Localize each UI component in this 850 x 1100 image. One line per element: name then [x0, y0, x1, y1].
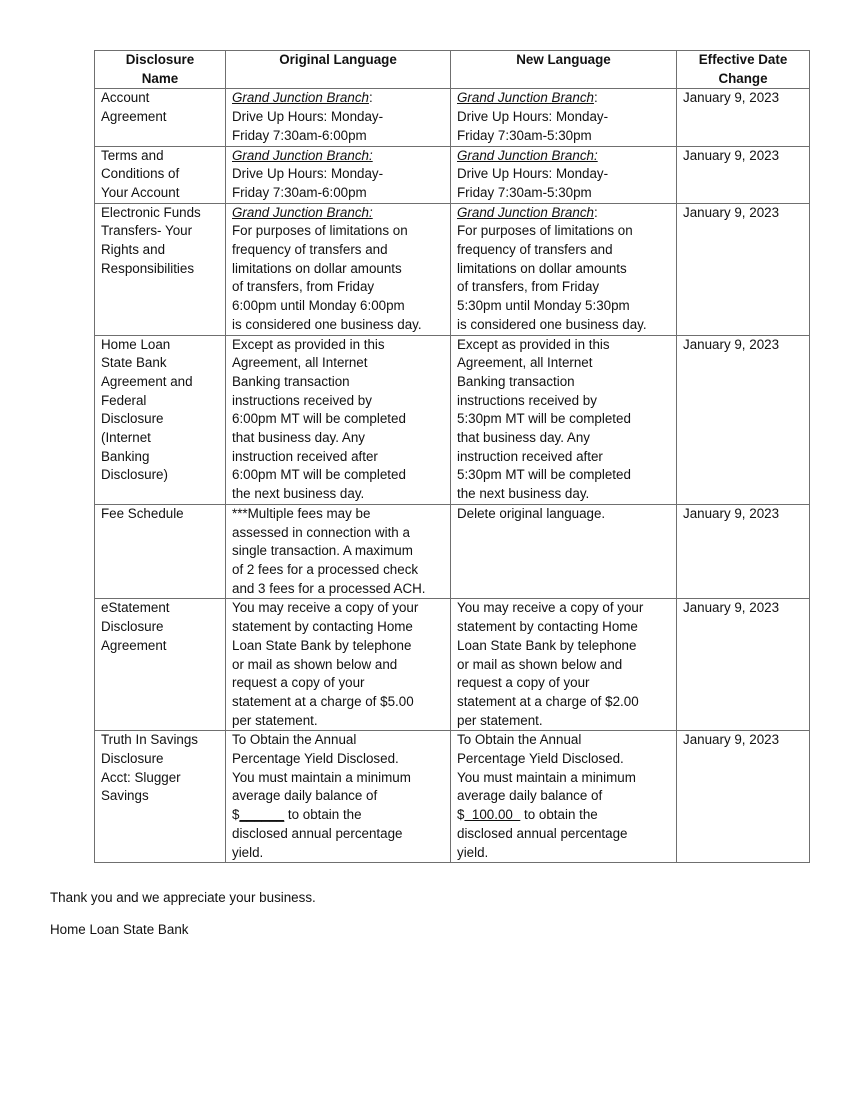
disclosure-name-line: Agreement — [101, 109, 167, 125]
table-row — [95, 146, 810, 203]
effective-date-cell: January 9, 2023 — [677, 504, 810, 599]
disclosure-name-line: Acct: Slugger — [101, 769, 181, 785]
disclosure-name-line: State Bank — [101, 355, 167, 371]
text-line: that business day. Any — [232, 430, 365, 446]
original-language-cell — [226, 203, 451, 335]
text-line: or mail as shown below and — [232, 656, 398, 672]
text-line: or mail as shown below and — [457, 656, 623, 672]
original-language-cell — [226, 89, 451, 146]
text-line: Drive Up Hours: Monday- — [457, 109, 609, 125]
balance-amount: ______ — [239, 807, 285, 823]
balance-suffix: to obtain the — [520, 807, 598, 823]
effective-date-cell: January 9, 2023 — [677, 203, 810, 335]
text-line: You must maintain a minimum — [232, 769, 411, 785]
text-line: of transfers, from Friday — [457, 279, 600, 295]
disclosure-name-line: Disclosure — [101, 751, 164, 767]
effective-date-cell: January 9, 2023 — [677, 146, 810, 203]
new-language-cell — [451, 599, 677, 731]
disclosure-name-cell — [95, 599, 226, 731]
text-line: Loan State Bank by telephone — [232, 637, 412, 653]
disclosure-name-line: Terms and — [101, 147, 164, 163]
branch-heading — [232, 89, 444, 108]
text-line: 6:00pm MT will be completed — [232, 411, 406, 427]
original-language-cell — [226, 599, 451, 731]
disclosure-name-line: Transfers- Your — [101, 223, 193, 239]
branch-heading — [232, 204, 444, 223]
text-line: request a copy of your — [457, 675, 590, 691]
text-line: Banking transaction — [232, 373, 350, 389]
text-line: the next business day. — [232, 486, 365, 502]
branch-suffix: : — [368, 90, 373, 106]
text-line: 5:30pm MT will be completed — [457, 467, 631, 483]
table-header-row — [95, 51, 810, 89]
disclosure-name-cell — [95, 504, 226, 599]
text-line: statement by contacting Home — [457, 619, 638, 635]
branch-name: Grand Junction Branch: — [457, 147, 598, 163]
branch-name: Grand Junction Branch — [457, 90, 594, 106]
disclosure-name-line: (Internet — [101, 430, 151, 446]
text-line: statement by contacting Home — [232, 619, 413, 635]
text-line: instruction received after — [457, 448, 603, 464]
disclosure-name-line: Savings — [101, 788, 149, 804]
text-line: assessed in connection with a — [232, 524, 410, 540]
new-language-cell — [451, 203, 677, 335]
disclosure-name-line: Your Account — [101, 184, 180, 200]
disclosure-name-line: Fee Schedule — [101, 505, 184, 521]
header-original-language: Original Language — [226, 51, 451, 89]
text-line: ***Multiple fees may be — [232, 505, 371, 521]
text-line: To Obtain the Annual — [457, 732, 582, 748]
text-line: instruction received after — [232, 448, 378, 464]
disclosure-name-line: Home Loan — [101, 336, 171, 352]
text-line: For purposes of limitations on — [232, 223, 408, 239]
text-line: frequency of transfers and — [232, 242, 388, 258]
branch-name: Grand Junction Branch — [457, 204, 594, 220]
text-line: Except as provided in this — [457, 336, 610, 352]
new-language-cell — [451, 89, 677, 146]
text-line: 6:00pm MT will be completed — [232, 467, 406, 483]
new-language-cell — [451, 504, 677, 599]
text-line: You may receive a copy of your — [457, 600, 644, 616]
currency-symbol: $ — [232, 807, 240, 823]
text-line: Friday 7:30am-5:30pm — [457, 184, 592, 200]
branch-name: Grand Junction Branch: — [232, 147, 373, 163]
text-line: is considered one business day. — [232, 316, 422, 332]
text-line: To Obtain the Annual — [232, 732, 357, 748]
text-line: Agreement, all Internet — [232, 355, 368, 371]
text-line: Percentage Yield Disclosed. — [232, 751, 399, 767]
text-line: 6:00pm until Monday 6:00pm — [232, 298, 405, 314]
text-line: and 3 fees for a processed ACH. — [232, 580, 426, 596]
disclosure-name-line: Disclosure) — [101, 467, 168, 483]
disclosure-name-line: eStatement — [101, 600, 170, 616]
disclosure-name-line: Agreement and — [101, 373, 193, 389]
disclosure-name-line: Rights and — [101, 242, 166, 258]
table-row — [95, 89, 810, 146]
branch-heading — [457, 204, 670, 223]
branch-name: Grand Junction Branch — [232, 90, 369, 106]
text-line: Delete original language. — [457, 505, 606, 521]
closing-signature: Home Loan State Bank — [50, 922, 189, 937]
balance-line — [457, 806, 670, 825]
text-line: Drive Up Hours: Monday- — [232, 109, 384, 125]
branch-suffix: : — [593, 204, 598, 220]
header-disclosure-name: Disclosure Name — [95, 51, 226, 89]
text-line: yield. — [457, 844, 489, 860]
effective-date-cell: January 9, 2023 — [677, 599, 810, 731]
disclosure-name-cell — [95, 335, 226, 504]
disclosure-changes-table — [94, 50, 810, 863]
original-language-cell — [226, 731, 451, 863]
currency-symbol: $ — [457, 807, 465, 823]
header-new-language: New Language — [451, 51, 677, 89]
balance-suffix: to obtain the — [284, 807, 362, 823]
disclosure-name-line: Banking — [101, 448, 150, 464]
disclosure-name-cell — [95, 203, 226, 335]
branch-suffix: : — [593, 90, 598, 106]
new-language-cell — [451, 731, 677, 863]
table-row — [95, 599, 810, 731]
text-line: average daily balance of — [232, 788, 378, 804]
disclosure-name-line: Truth In Savings — [101, 732, 199, 748]
text-line: request a copy of your — [232, 675, 365, 691]
text-line: Agreement, all Internet — [457, 355, 593, 371]
branch-heading — [232, 147, 444, 166]
text-line: disclosed annual percentage — [457, 825, 628, 841]
disclosure-name-line: Disclosure — [101, 411, 164, 427]
text-line: limitations on dollar amounts — [232, 260, 402, 276]
original-language-cell — [226, 504, 451, 599]
branch-name: Grand Junction Branch: — [232, 204, 373, 220]
original-language-cell — [226, 146, 451, 203]
original-language-cell — [226, 335, 451, 504]
text-line: Friday 7:30am-6:00pm — [232, 184, 367, 200]
text-line: is considered one business day. — [457, 316, 647, 332]
text-line: Friday 7:30am-6:00pm — [232, 127, 367, 143]
text-line: that business day. Any — [457, 430, 590, 446]
closing-thanks: Thank you and we appreciate your business. — [50, 890, 316, 905]
text-line: You must maintain a minimum — [457, 769, 636, 785]
text-line: instructions received by — [232, 392, 372, 408]
text-line: of transfers, from Friday — [232, 279, 375, 295]
disclosure-name-line: Disclosure — [101, 619, 164, 635]
disclosure-name-cell — [95, 146, 226, 203]
text-line: 5:30pm MT will be completed — [457, 411, 631, 427]
table-body — [95, 89, 810, 863]
text-line: Except as provided in this — [232, 336, 385, 352]
text-line: You may receive a copy of your — [232, 600, 419, 616]
table-row — [95, 203, 810, 335]
text-line: 5:30pm until Monday 5:30pm — [457, 298, 630, 314]
text-line: per statement. — [457, 712, 543, 728]
text-line: Percentage Yield Disclosed. — [457, 751, 624, 767]
text-line: Drive Up Hours: Monday- — [232, 166, 384, 182]
text-line: instructions received by — [457, 392, 597, 408]
balance-amount: 100.00 — [464, 807, 521, 823]
disclosure-name-line: Responsibilities — [101, 260, 195, 276]
text-line: of 2 fees for a processed check — [232, 561, 419, 577]
effective-date-cell: January 9, 2023 — [677, 89, 810, 146]
disclosure-name-line: Conditions of — [101, 166, 180, 182]
text-line: Banking transaction — [457, 373, 575, 389]
text-line: Drive Up Hours: Monday- — [457, 166, 609, 182]
text-line: single transaction. A maximum — [232, 543, 413, 559]
effective-date-cell: January 9, 2023 — [677, 731, 810, 863]
text-line: average daily balance of — [457, 788, 603, 804]
disclosure-name-line: Agreement — [101, 637, 167, 653]
text-line: per statement. — [232, 712, 318, 728]
text-line: Friday 7:30am-5:30pm — [457, 127, 592, 143]
text-line: the next business day. — [457, 486, 590, 502]
text-line: statement at a charge of $2.00 — [457, 693, 639, 709]
header-effective-date: Effective Date Change — [677, 51, 810, 89]
new-language-cell — [451, 335, 677, 504]
text-line: Loan State Bank by telephone — [457, 637, 637, 653]
disclosure-name-cell — [95, 89, 226, 146]
branch-heading — [457, 89, 670, 108]
disclosure-name-line: Federal — [101, 392, 147, 408]
text-line: limitations on dollar amounts — [457, 260, 627, 276]
disclosure-name-line: Electronic Funds — [101, 204, 201, 220]
table-row — [95, 335, 810, 504]
text-line: disclosed annual percentage — [232, 825, 403, 841]
text-line: yield. — [232, 844, 264, 860]
table-row — [95, 731, 810, 863]
table-row — [95, 504, 810, 599]
effective-date-cell: January 9, 2023 — [677, 335, 810, 504]
disclosure-name-line: Account — [101, 90, 150, 106]
text-line: statement at a charge of $5.00 — [232, 693, 414, 709]
text-line: For purposes of limitations on — [457, 223, 633, 239]
disclosure-name-cell — [95, 731, 226, 863]
branch-heading — [457, 147, 670, 166]
text-line: frequency of transfers and — [457, 242, 613, 258]
balance-line — [232, 806, 444, 825]
new-language-cell — [451, 146, 677, 203]
